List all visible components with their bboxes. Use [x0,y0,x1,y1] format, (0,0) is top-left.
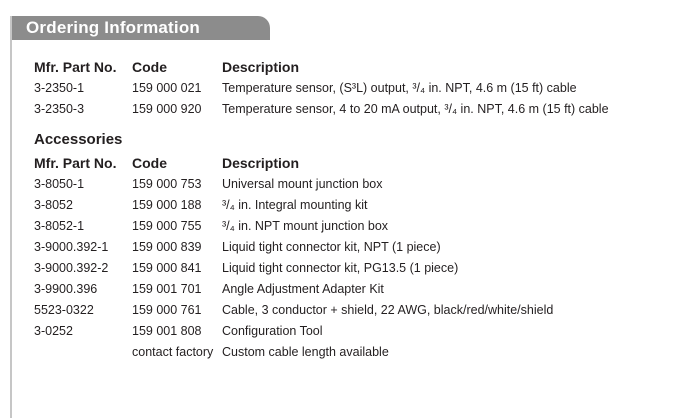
accessories-rows [34,174,654,363]
product-code: 159 000 753 [132,177,202,191]
product-code: 159 000 188 [132,198,202,212]
part-number: 3-9900.396 [34,282,98,296]
part-number: 3-9000.392-2 [34,261,109,275]
table-row [34,321,654,342]
header-description: Description [222,155,300,171]
table-row [34,258,654,279]
product-code: 159 001 808 [132,324,202,338]
description: Universal mount junction box [222,177,383,191]
description: Temperature sensor, (S³L) output, ³/₄ in. NPT, 4.6 m (15 ft) cable [222,81,577,95]
header-code: Code [132,155,167,171]
header-part-number: Mfr. Part No. [34,59,117,75]
left-border-line [10,16,12,418]
product-code: 159 000 920 [132,102,202,116]
table-row [34,279,654,300]
part-number: 3-2350-1 [34,81,85,95]
part-number: 3-8050-1 [34,177,85,191]
table-row [34,99,654,120]
product-code: 159 000 761 [132,303,202,317]
header-part-number: Mfr. Part No. [34,155,117,171]
part-number: 3-8052 [34,198,73,212]
table-row [34,300,654,321]
part-number: 3-8052-1 [34,219,85,233]
accessories-table-header [34,152,654,174]
description: Temperature sensor, 4 to 20 mA output, ³/₄ in. NPT, 4.6 m (15 ft) cable [222,102,609,116]
part-number: 3-0252 [34,324,73,338]
part-number: 3-2350-3 [34,102,85,116]
table-row [34,216,654,237]
table-row [34,237,654,258]
description: Liquid tight connector kit, PG13.5 (1 piece) [222,261,459,275]
product-code: 159 001 701 [132,282,202,296]
product-code: 159 000 841 [132,261,202,275]
ordering-table-header [34,56,654,78]
description: Configuration Tool [222,324,323,338]
header-code: Code [132,59,167,75]
ordering-rows [34,78,654,120]
spacer [34,120,654,128]
description: ³/₄ in. Integral mounting kit [222,198,368,212]
table-row [34,174,654,195]
product-code: 159 000 021 [132,81,202,95]
description: Cable, 3 conductor + shield, 22 AWG, black/red/white/shield [222,303,554,317]
description: Angle Adjustment Adapter Kit [222,282,384,296]
description: Custom cable length available [222,345,389,359]
product-code: 159 000 755 [132,219,202,233]
header-description: Description [222,59,300,75]
description: Liquid tight connector kit, NPT (1 piece) [222,240,441,254]
part-number: 3-9000.392-1 [34,240,109,254]
ordering-content [34,56,654,363]
product-code: 159 000 839 [132,240,202,254]
part-number: 5523-0322 [34,303,94,317]
accessories-title: Accessories [34,131,123,148]
product-code: contact factory [132,345,214,359]
table-row [34,342,654,363]
table-row [34,78,654,99]
description: ³/₄ in. NPT mount junction box [222,219,389,233]
table-row [34,195,654,216]
section-banner [12,16,270,40]
banner-title: Ordering Information [26,18,200,37]
